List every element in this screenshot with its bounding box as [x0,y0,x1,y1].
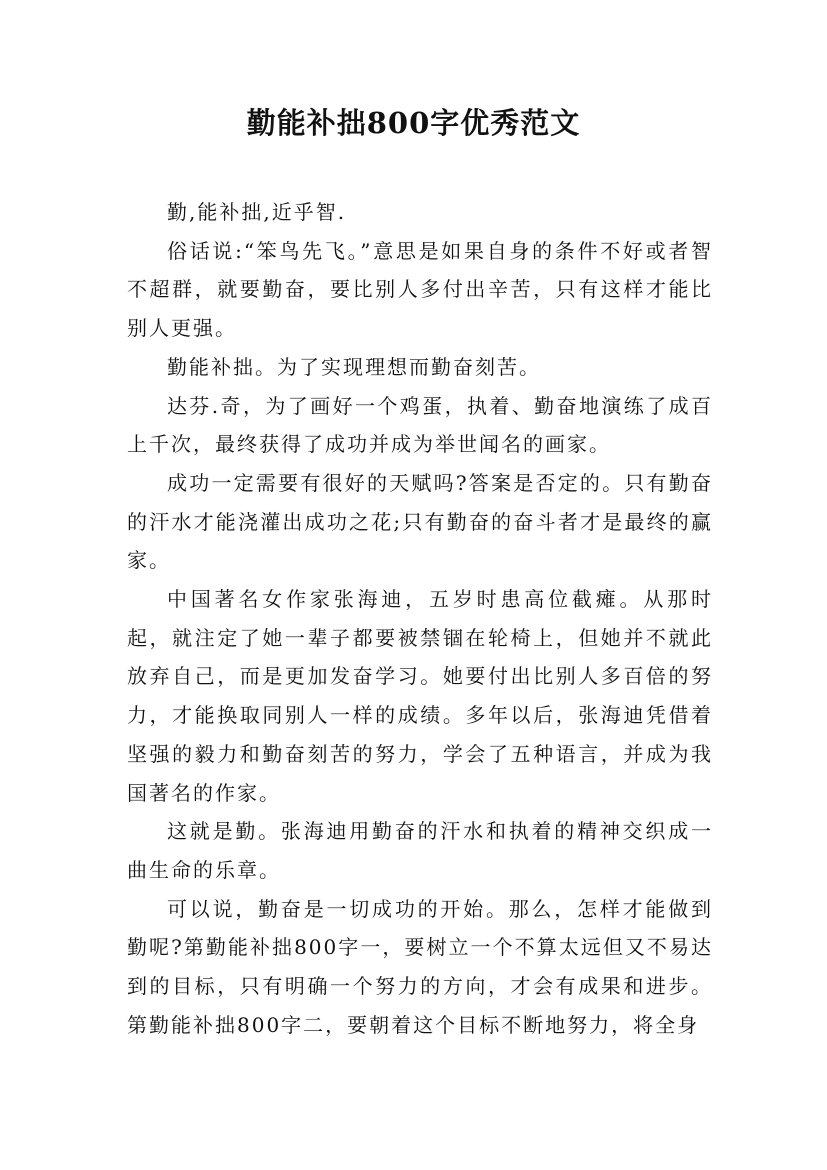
document-title: 勤能补拙800字优秀范文 [246,106,581,140]
paragraph: 勤,能补拙,近乎智. [167,200,347,224]
paragraph: 这就是勤。张海迪用勤奋的汗水和执着的精神交织成一曲生命的乐章。 [127,819,713,882]
paragraph: 成功一定需要有很好的天赋吗?答案是否定的。只有勤奋的汗水才能浇灌出成功之花;只有勤奋的奋斗者才是最终的赢家。 [127,470,713,573]
paragraph: 勤能补拙。为了实现理想而勤奋刻苦。 [167,354,541,379]
document-body [127,193,713,1044]
paragraph: 可以说，勤奋是一切成功的开始。那么，怎样才能做到勤呢?第勤能补拙800字一，要树立一个不算太远但又不易达到的目标，只有明确一个努力的方向，才会有成果和进步。第勤能补拙800字二，要朝着这个目标不断地努力，将全身 [127,896,713,1037]
paragraph: 中国著名女作家张海迪，五岁时患高位截瘫。从那时起，就注定了她一辈子都要被禁锢在轮椅上，但她并不就此放弃自己，而是更加发奋学习。她要付出比别人多百倍的努力，才能换取同别人一样的成绩。多年以后，张海迪凭借着坚强的毅力和勤奋刻苦的努力，学会了五种语言，并成为我国著名的作家。 [127,587,713,805]
paragraph: 达芬.奇，为了画好一个鸡蛋，执着、勤奋地演练了成百上千次，最终获得了成功并成为举世闻名的画家。 [127,393,713,457]
paragraph: 俗话说:“笨鸟先飞。”意思是如果自身的条件不好或者智不超群，就要勤奋，要比别人多付出辛苦，只有这样才能比别人更强。 [127,238,713,341]
